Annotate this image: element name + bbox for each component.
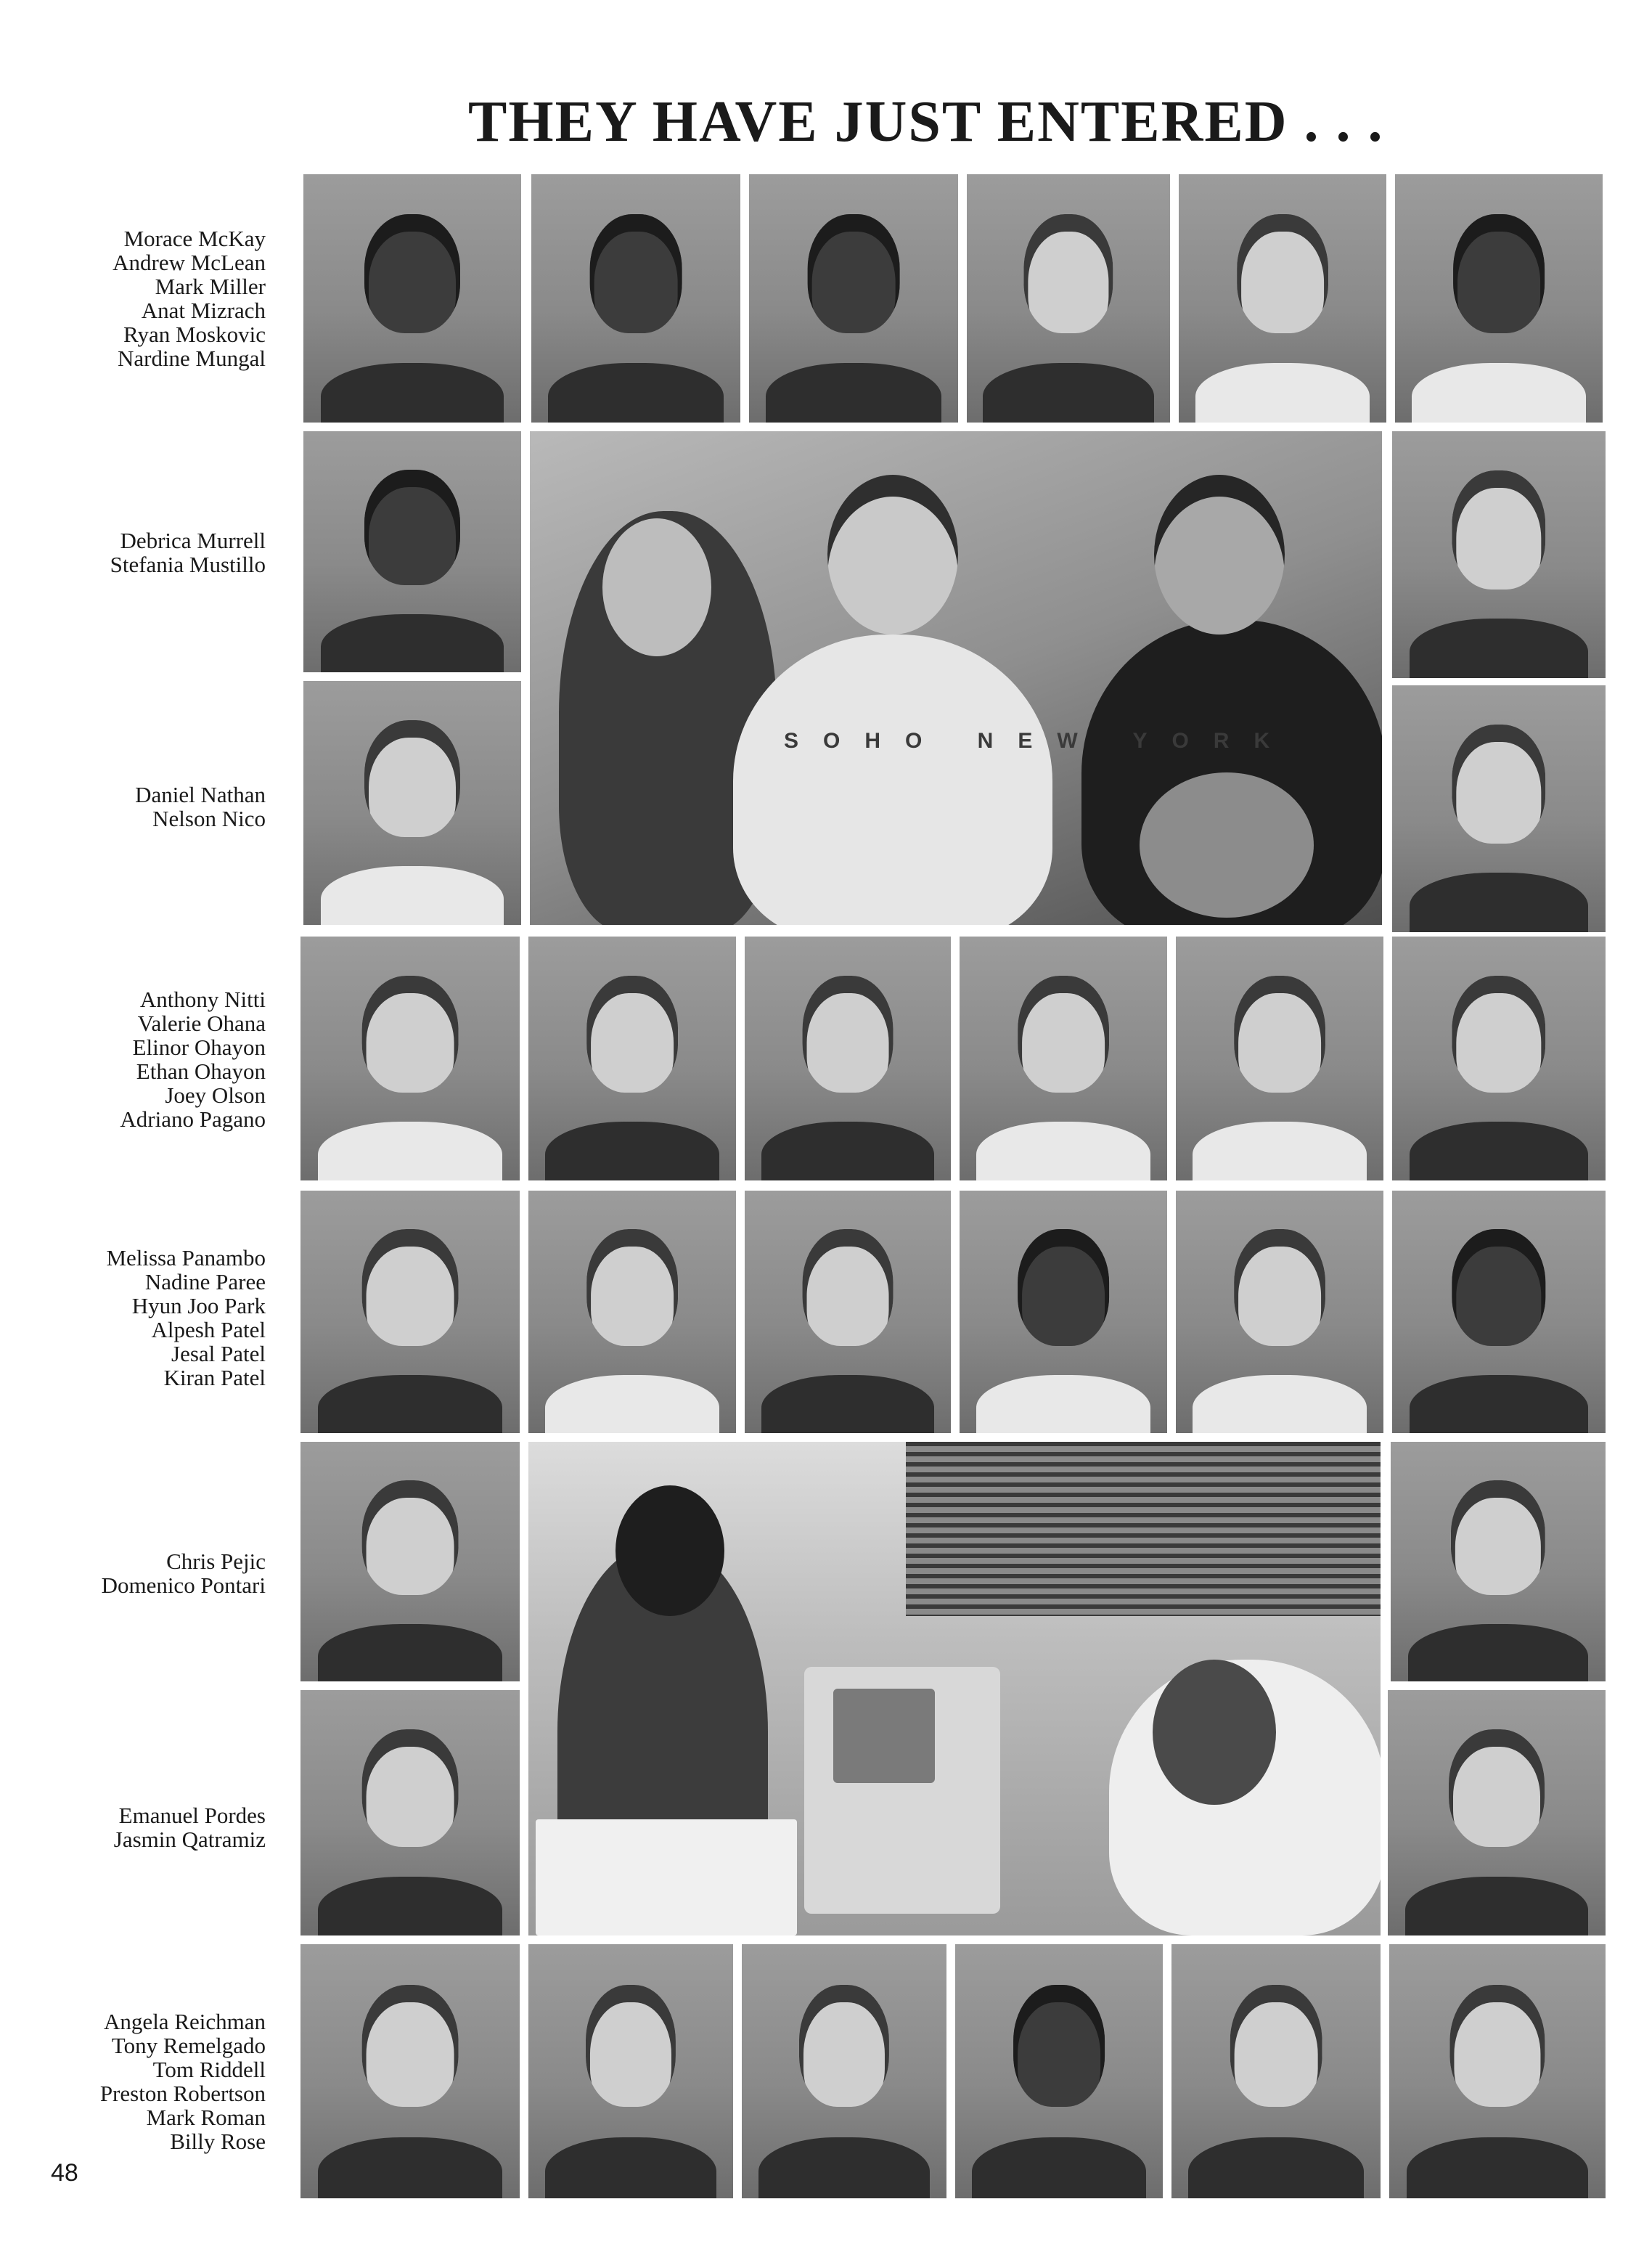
student-name: Anat Mizrach — [141, 298, 266, 323]
student-name: Angela Reichman — [104, 2009, 266, 2034]
student-portrait — [960, 937, 1167, 1180]
student-portrait — [528, 1191, 736, 1433]
student-portrait — [1392, 937, 1606, 1180]
student-name: Nelson Nico — [152, 806, 266, 831]
student-name: Debrica Murrell — [120, 528, 266, 553]
student-portrait — [967, 174, 1170, 423]
student-portrait — [531, 174, 740, 423]
student-name: Joey Olson — [165, 1082, 266, 1108]
group-photo-computer-room — [528, 1442, 1381, 1935]
student-name: Emanuel Pordes — [118, 1803, 266, 1828]
student-portrait — [528, 937, 736, 1180]
page-title: THEY HAVE JUST ENTERED . . . — [468, 90, 1384, 154]
student-portrait — [745, 1191, 951, 1433]
student-portrait — [955, 1944, 1163, 2198]
student-portrait — [1179, 174, 1386, 423]
student-name: Tony Remelgado — [111, 2033, 266, 2058]
student-name: Billy Rose — [170, 2129, 266, 2154]
student-name: Adriano Pagano — [120, 1106, 266, 1132]
student-name: Jesal Patel — [171, 1341, 266, 1366]
student-portrait — [303, 431, 521, 672]
name-list-row-4 — [29, 987, 266, 1131]
student-portrait — [300, 937, 520, 1180]
name-list-row-3 — [29, 783, 266, 831]
student-name: Andrew McLean — [113, 250, 266, 275]
student-name: Domenico Pontari — [101, 1572, 266, 1598]
student-name: Valerie Ohana — [137, 1011, 266, 1036]
name-list-row-6 — [29, 1549, 266, 1597]
student-name: Elinor Ohayon — [132, 1035, 266, 1060]
student-name: Chris Pejic — [166, 1549, 266, 1574]
student-portrait — [303, 174, 521, 423]
student-portrait — [1388, 1690, 1606, 1935]
student-portrait — [1176, 937, 1383, 1180]
student-name: Tom Riddell — [152, 2057, 266, 2082]
name-list-row-8 — [29, 2010, 266, 2153]
student-name: Preston Robertson — [99, 2081, 266, 2106]
group-photo-girls — [530, 431, 1382, 925]
student-name: Daniel Nathan — [135, 782, 266, 807]
student-portrait — [1392, 1191, 1606, 1433]
student-name: Nadine Paree — [144, 1269, 266, 1294]
student-name: Jasmin Qatramiz — [113, 1827, 266, 1852]
student-portrait — [300, 1191, 520, 1433]
student-name: Ryan Moskovic — [123, 322, 266, 347]
student-name: Morace McKay — [123, 226, 266, 251]
student-portrait — [749, 174, 958, 423]
student-name: Melissa Panambo — [106, 1245, 266, 1270]
student-portrait — [742, 1944, 946, 2198]
sweatshirt-text: SOHO NEW YORK — [784, 729, 1295, 753]
student-name: Mark Roman — [146, 2105, 266, 2130]
student-name: Mark Miller — [155, 274, 266, 299]
student-portrait — [300, 1690, 520, 1935]
student-portrait — [1176, 1191, 1383, 1433]
name-list-row-2 — [29, 529, 266, 576]
student-portrait — [1395, 174, 1603, 423]
student-portrait — [745, 937, 951, 1180]
student-name: Ethan Ohayon — [136, 1058, 266, 1084]
student-name: Stefania Mustillo — [110, 552, 266, 577]
student-portrait — [528, 1944, 733, 2198]
student-portrait — [1389, 1944, 1606, 2198]
student-name: Nardine Mungal — [117, 346, 266, 371]
name-list-row-1 — [29, 227, 266, 370]
student-portrait — [1391, 1442, 1606, 1681]
name-list-row-5 — [29, 1246, 266, 1390]
page-number: 48 — [51, 2159, 78, 2187]
student-portrait — [300, 1442, 520, 1681]
student-name: Anthony Nitti — [139, 987, 266, 1012]
student-portrait — [300, 1944, 520, 2198]
student-portrait — [1392, 685, 1606, 932]
student-portrait — [1171, 1944, 1381, 2198]
student-portrait — [303, 681, 521, 925]
student-portrait — [960, 1191, 1167, 1433]
student-name: Kiran Patel — [163, 1365, 266, 1390]
name-list-row-7 — [29, 1803, 266, 1851]
student-portrait — [1392, 431, 1606, 678]
student-name: Hyun Joo Park — [131, 1293, 266, 1318]
student-name: Alpesh Patel — [151, 1317, 266, 1342]
